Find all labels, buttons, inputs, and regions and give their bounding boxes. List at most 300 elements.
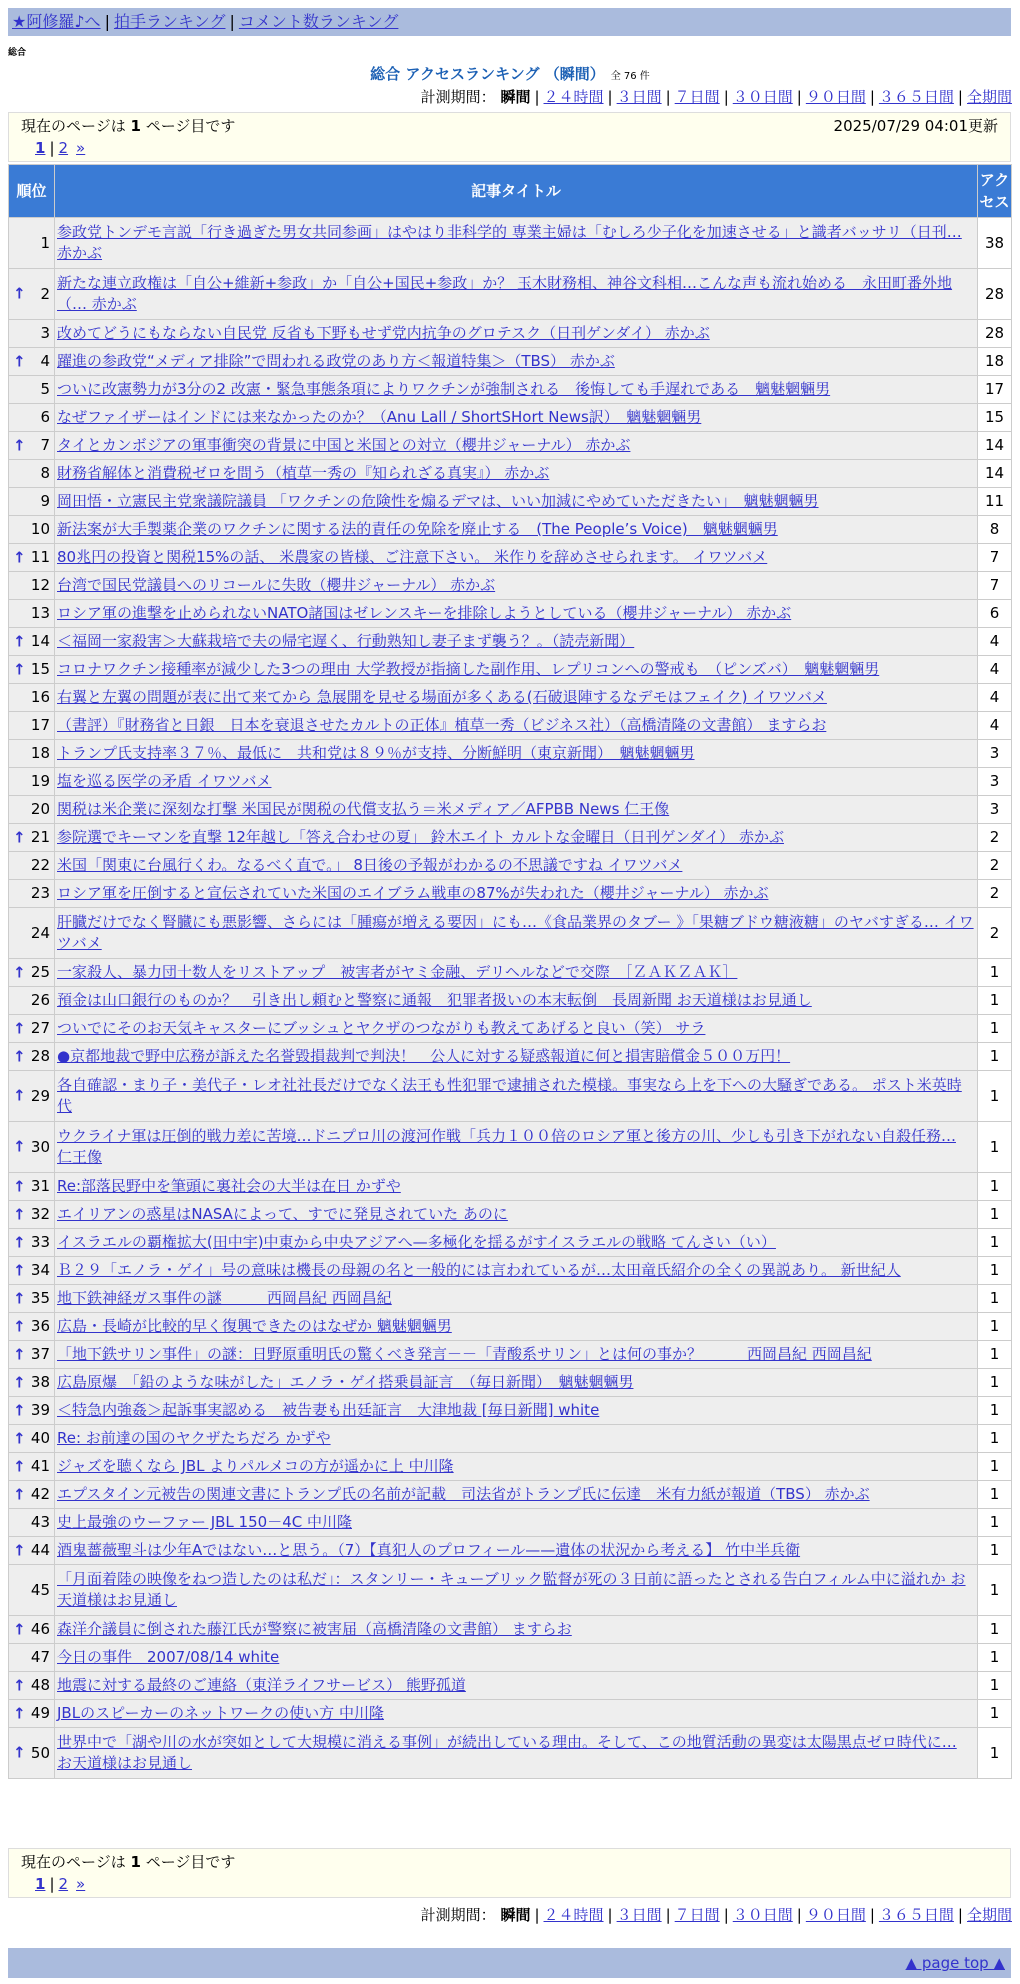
table-row: [9, 1397, 1012, 1425]
article-title-link[interactable]: コロナワクチン接種率が減少した3つの理由 大学教授が指摘した副作用、レプリコンへの警戒も （ピンズバ） 魑魅魍魎男: [57, 660, 880, 678]
comment-ranking-link[interactable]: コメント数ランキング: [238, 12, 399, 31]
title-cell: [55, 348, 978, 376]
rank-cell: [9, 516, 55, 544]
period-option-link[interactable]: ２４時間: [543, 88, 604, 106]
rank-number: 33: [30, 1233, 50, 1251]
article-title-link[interactable]: 財務省解体と消費税ゼロを問う（植草一秀の『知られざる真実』） 赤かぶ: [57, 464, 550, 482]
next-page-link[interactable]: »: [76, 1875, 86, 1893]
article-title-link[interactable]: 預金は山口銀行のものか？ 引き出し頼むと警察に通報 犯罪者扱いの本末転倒 長周新聞 お天道様はお見通し: [57, 991, 812, 1009]
rank-number: 7: [40, 436, 50, 454]
page-links: 1 | 2 »: [35, 139, 86, 157]
period-separator: |: [534, 88, 540, 106]
access-count: 3: [978, 768, 1012, 796]
title-cell: [55, 824, 978, 852]
rank-number: 17: [30, 716, 50, 734]
table-row: [9, 1481, 1012, 1509]
current-page-text: 現在のページは 1 ページ目です: [21, 1853, 236, 1871]
rank-cell: [9, 768, 55, 796]
updated-timestamp: 2025/07/29 04:01更新: [833, 117, 998, 135]
title-cell: [55, 1728, 978, 1779]
period-option-link[interactable]: ３日間: [616, 1906, 662, 1924]
table-row: [9, 1122, 1012, 1173]
access-count: 18: [978, 348, 1012, 376]
rank-cell: [9, 1369, 55, 1397]
article-title-link[interactable]: ロシア軍の進撃を止められないNATO諸国はゼレンスキーを排除しようとしている（櫻井ジャーナル） 赤かぶ: [57, 604, 792, 622]
col-header-title: 記事タイトル: [55, 165, 978, 218]
rank-number: 46: [30, 1620, 50, 1638]
title-cell: [55, 1122, 978, 1173]
nav-separator: |: [229, 12, 235, 31]
pager-top: [8, 112, 1011, 162]
access-count: 2: [978, 852, 1012, 880]
rank-number: 19: [30, 772, 50, 790]
title-cell: [55, 1071, 978, 1122]
access-count: 14: [978, 432, 1012, 460]
rank-number: 22: [30, 856, 50, 874]
access-count: 1: [978, 1229, 1012, 1257]
rank-number: 25: [30, 963, 50, 981]
rank-number: 10: [30, 520, 50, 538]
access-count: 1: [978, 1257, 1012, 1285]
up-arrow-icon: ↑: [13, 1743, 26, 1762]
article-title-link[interactable]: ウクライナ軍は圧倒的戦力差に苦境…ドニプロ川の渡河作戦「兵力１００倍のロシア軍と後方の川、少しも引き下がれない自殺任務… 仁王像: [57, 1127, 956, 1166]
up-arrow-icon: ↑: [13, 1401, 26, 1419]
article-title-link[interactable]: 肝臓だけでなく腎臓にも悪影響、さらには「腫瘍が増える要因」にも…《食品業界のタブー 》「果糖ブドウ糖液糖」のヤバすぎる… イワツバメ: [57, 913, 974, 952]
title-cell: [55, 572, 978, 600]
rank-cell: [9, 1229, 55, 1257]
table-row: [9, 852, 1012, 880]
article-title-link[interactable]: 岡田悟・立憲民主党衆議院議員 「ワクチンの危険性を煽るデマは、いい加減にやめていただきたい」 魑魅魍魎男: [57, 492, 819, 510]
rank-cell: [9, 712, 55, 740]
access-count: 1: [978, 1043, 1012, 1071]
title-cell: [55, 1229, 978, 1257]
article-title-link[interactable]: 躍進の参政党“メディア排除”で問われる政党のあり方＜報道特集＞（TBS） 赤かぶ: [57, 352, 615, 370]
access-count: 1: [978, 1509, 1012, 1537]
table-row: [9, 544, 1012, 572]
article-title-link[interactable]: 新法案が大手製薬企業のワクチンに関する法的責任の免除を廃止する (The People’s Voice) 魑魅魍魎男: [57, 520, 778, 538]
access-count: 28: [978, 320, 1012, 348]
title-cell: [55, 404, 978, 432]
up-arrow-icon: ↑: [13, 1676, 26, 1694]
period-separator: |: [665, 88, 671, 106]
rank-number: 42: [30, 1485, 50, 1503]
rank-cell: [9, 1173, 55, 1201]
title-cell: [55, 1453, 978, 1481]
rank-number: 3: [40, 324, 50, 342]
access-count: 1: [978, 1015, 1012, 1043]
rank-number: 11: [30, 548, 50, 566]
access-count: 14: [978, 460, 1012, 488]
table-row: [9, 768, 1012, 796]
rank-cell: [9, 959, 55, 987]
rank-number: 48: [30, 1676, 50, 1694]
title-cell: [55, 1015, 978, 1043]
rank-number: 15: [30, 660, 50, 678]
article-title-link[interactable]: 右翼と左翼の問題が表に出て来てから 急展開を見せる場面が多くある(石破退陣するなデモはフェイク) イワツバメ: [57, 688, 827, 706]
next-page-link[interactable]: »: [76, 139, 86, 157]
article-title-link[interactable]: 酒鬼薔薇聖斗は少年Aではない…と思う。（7）【真犯人のプロフィール——遺体の状況から考える】 竹中半兵衛: [57, 1541, 801, 1559]
period-option-link[interactable]: 全期間: [966, 1906, 1012, 1924]
rank-cell: [9, 544, 55, 572]
table-row: [9, 1509, 1012, 1537]
rank-cell: [9, 1397, 55, 1425]
article-title-link[interactable]: ジャズを聴くなら JBL よりパルメコの方が遥かに上 中川隆: [57, 1457, 454, 1475]
title-cell: [55, 516, 978, 544]
table-row: [9, 1229, 1012, 1257]
rank-number: 41: [30, 1457, 50, 1475]
access-count: 1: [978, 1201, 1012, 1229]
title-cell: [55, 908, 978, 959]
period-option-link[interactable]: ３０日間: [732, 88, 793, 106]
article-title-link[interactable]: 史上最強のウーファー JBL 150－4C 中川隆: [57, 1513, 352, 1531]
access-count: 4: [978, 628, 1012, 656]
access-count: 1: [978, 1313, 1012, 1341]
rank-cell: [9, 1015, 55, 1043]
up-arrow-icon: ↑: [13, 1177, 26, 1195]
rank-cell: [9, 600, 55, 628]
table-row: [9, 1672, 1012, 1700]
access-count: 1: [978, 1122, 1012, 1173]
article-title-link[interactable]: 一家殺人、暴力団十数人をリストアップ 被害者がヤミ金融、デリヘルなどで交際 ［ＺＡＫＺＡＫ］: [57, 963, 738, 981]
footer-bar: [8, 1948, 1011, 1978]
period-separator: |: [796, 1906, 802, 1924]
table-row: [9, 712, 1012, 740]
rank-cell: [9, 1728, 55, 1779]
access-count: 1: [978, 1397, 1012, 1425]
article-title-link[interactable]: Re:部落民野中を筆頭に裏社会の大半は在日 かずや: [57, 1177, 401, 1195]
article-title-link[interactable]: タイとカンボジアの軍事衝突の背景に中国と米国との対立（櫻井ジャーナル） 赤かぶ: [57, 436, 631, 454]
article-title-link[interactable]: 地下鉄神経ガス事件の謎 西岡昌紀 西岡昌紀: [57, 1289, 392, 1307]
table-row: [9, 656, 1012, 684]
access-count: 17: [978, 376, 1012, 404]
article-title-link[interactable]: なぜファイザーはインドには来なかったのか？（Anu Lall / ShortSHort News訳） 魑魅魍魎男: [57, 408, 702, 426]
title-cell: [55, 852, 978, 880]
rank-number: 39: [30, 1401, 50, 1419]
nav-separator: |: [104, 12, 110, 31]
rank-cell: [9, 1509, 55, 1537]
period-separator: |: [723, 1906, 729, 1924]
period-option-link[interactable]: ７日間: [674, 88, 720, 106]
rank-cell: [9, 1565, 55, 1616]
article-title-link[interactable]: 地震に対する最終のご連絡（東洋ライフサービス） 熊野孤道: [57, 1676, 466, 1694]
access-count: 1: [978, 1700, 1012, 1728]
access-count: 15: [978, 404, 1012, 432]
title-cell: [55, 1537, 978, 1565]
page-link-1[interactable]: 1: [35, 1875, 46, 1893]
article-title-link[interactable]: 広島・長崎が比較的早く復興できたのはなぜか 魑魅魍魎男: [57, 1317, 452, 1335]
up-arrow-icon: ↑: [13, 352, 26, 370]
title-cell: [55, 768, 978, 796]
article-title-link[interactable]: エプスタイン元被告の関連文書にトランプ氏の名前が記載 司法省がトランプ氏に伝達 米有力紙が報道（TBS） 赤かぶ: [57, 1485, 870, 1503]
period-option-link[interactable]: ３日間: [616, 88, 662, 106]
rank-number: 4: [40, 352, 50, 370]
title-cell: [55, 880, 978, 908]
rank-number: 35: [30, 1289, 50, 1307]
access-count: 4: [978, 656, 1012, 684]
article-title-link[interactable]: 改めてどうにもならない自民党 反省も下野もせず党内抗争のグロテスク（日刊ゲンダイ） 赤かぶ: [57, 324, 710, 342]
page-link-1[interactable]: 1: [35, 139, 46, 157]
article-title-link[interactable]: Ｂ２９「エノラ・ゲイ」号の意味は機長の母親の名と一般的には言われているが…太田竜氏紹介の全くの異説あり。 新世紀人: [57, 1261, 901, 1279]
rank-number: 40: [30, 1429, 50, 1447]
rank-cell: [9, 376, 55, 404]
table-row: [9, 1015, 1012, 1043]
article-title-link[interactable]: 塩を巡る医学の矛盾 イワツバメ: [57, 772, 272, 790]
access-count: 28: [978, 269, 1012, 320]
table-row: [9, 1173, 1012, 1201]
table-row: [9, 684, 1012, 712]
article-title-link[interactable]: 80兆円の投資と関税15%の話、 米農家の皆様、ご注意下さい。 米作りを辞めさせられます。 イワツバメ: [57, 548, 768, 566]
rank-cell: [9, 1672, 55, 1700]
access-count: 1: [978, 1728, 1012, 1779]
article-title-link[interactable]: 新たな連立政権は「自公+維新+参政」か「自公+国民+参政」か？ 玉木財務相、神谷文科相…こんな声も流れ始める 永田町番外地（… 赤かぶ: [57, 274, 953, 313]
page-link-2[interactable]: 2: [58, 1875, 69, 1893]
rank-number: 32: [30, 1205, 50, 1223]
rank-number: 44: [30, 1541, 50, 1559]
access-count: 2: [978, 824, 1012, 852]
period-option-link[interactable]: ３０日間: [732, 1906, 793, 1924]
access-count: 1: [978, 987, 1012, 1015]
up-arrow-icon: ↑: [13, 1429, 26, 1447]
rank-number: 49: [30, 1704, 50, 1722]
rank-cell: [9, 1341, 55, 1369]
rank-cell: [9, 269, 55, 320]
rank-cell: [9, 488, 55, 516]
access-count: 3: [978, 796, 1012, 824]
rank-number: 20: [30, 800, 50, 818]
rank-number: 47: [30, 1648, 50, 1666]
article-title-link[interactable]: 「地下鉄サリン事件」の謎：日野原重明氏の驚くべき発言－－「青酸系サリン」とは何の事か？ 西岡昌紀 西岡昌紀: [57, 1345, 872, 1363]
rank-cell: [9, 1616, 55, 1644]
article-title-link[interactable]: 各自確認・まり子・美代子・レオ社社長だけでなく法王も性犯罪で逮捕された模様。事実なら上を下への大騒ぎである。 ポスト米英時代: [57, 1076, 962, 1115]
rank-cell: [9, 1313, 55, 1341]
page-title-text: 総合 アクセスランキング （瞬間）: [370, 65, 605, 83]
access-count: 1: [978, 1644, 1012, 1672]
table-row: [9, 572, 1012, 600]
rank-number: 8: [40, 464, 50, 482]
up-arrow-icon: ↑: [13, 1233, 26, 1251]
table-row: [9, 1285, 1012, 1313]
period-option-link[interactable]: ３６５日間: [878, 1906, 954, 1924]
article-title-link[interactable]: ついでにそのお天気キャスターにブッシュとヤクザのつながりも教えてあげると良い（笑） サラ: [57, 1019, 706, 1037]
period-label: 計測期間：: [420, 88, 496, 106]
period-separator: |: [869, 1906, 875, 1924]
rank-cell: [9, 1700, 55, 1728]
up-arrow-icon: ↑: [13, 1373, 26, 1391]
period-option-link[interactable]: ９０日間: [805, 88, 866, 106]
table-row: [9, 1369, 1012, 1397]
up-arrow-icon: ↑: [13, 1620, 26, 1638]
article-title-link[interactable]: トランプ氏支持率３７％、最低に 共和党は８９％が支持、分断鮮明（東京新聞） 魑魅魍魎男: [57, 744, 695, 762]
article-title-link[interactable]: 関税は米企業に深刻な打撃 米国民が関税の代償支払う＝米メディア／AFPBB News 仁王像: [57, 800, 670, 818]
title-cell: [55, 432, 978, 460]
article-title-link[interactable]: ついに改憲勢力が3分の2 改憲・緊急事態条項によりワクチンが強制される 後悔しても手遅れである 魑魅魍魎男: [57, 380, 831, 398]
table-row: [9, 600, 1012, 628]
title-cell: [55, 1285, 978, 1313]
rank-number: 28: [30, 1047, 50, 1065]
access-count: 1: [978, 1341, 1012, 1369]
rank-number: 34: [30, 1261, 50, 1279]
rank-cell: [9, 796, 55, 824]
rank-cell: [9, 852, 55, 880]
title-cell: [55, 1509, 978, 1537]
table-row: [9, 320, 1012, 348]
period-label: 計測期間：: [420, 1906, 496, 1924]
rank-cell: [9, 880, 55, 908]
total-count: 全 76 件: [610, 71, 650, 82]
title-cell: [55, 987, 978, 1015]
table-row: [9, 404, 1012, 432]
table-row: [9, 1313, 1012, 1341]
table-row: [9, 376, 1012, 404]
article-title-link[interactable]: ＜福岡一家殺害＞大蘇栽培で夫の帰宅遅く、行動熟知し妻子まず襲う？。（読売新聞）: [57, 632, 635, 650]
rank-cell: [9, 1257, 55, 1285]
period-option-link[interactable]: ２４時間: [543, 1906, 604, 1924]
title-cell: [55, 600, 978, 628]
title-cell: [55, 488, 978, 516]
rank-number: 14: [30, 632, 50, 650]
rank-number: 21: [30, 828, 50, 846]
page-link-2[interactable]: 2: [58, 139, 69, 157]
period-option-link[interactable]: ３６５日間: [878, 88, 954, 106]
access-count: 11: [978, 488, 1012, 516]
rank-number: 26: [30, 991, 50, 1009]
period-separator: |: [723, 88, 729, 106]
page-top-link[interactable]: ▲ page top ▲: [905, 1954, 1005, 1972]
access-count: 1: [978, 1173, 1012, 1201]
up-arrow-icon: ↑: [13, 436, 26, 454]
table-row: [9, 432, 1012, 460]
article-title-link[interactable]: 世界中で「湖や川の水が突如として大規模に消える事例」が続出している理由。そして、この地質活動の異変は太陽黒点ゼロ時代に… お天道様はお見通し: [57, 1733, 957, 1772]
up-arrow-icon: ↑: [13, 1485, 26, 1503]
period-option-link[interactable]: 全期間: [966, 88, 1012, 106]
table-row: [9, 516, 1012, 544]
page-links: 1 | 2 »: [35, 1875, 86, 1893]
title-cell: [55, 1672, 978, 1700]
article-title-link[interactable]: 今日の事件 2007/08/14 white: [57, 1648, 280, 1666]
table-row: [9, 488, 1012, 516]
article-title-link[interactable]: 米国「関東に台風行くわ。なるべく直で。」 8日後の予報がわかるの不思議ですね イワツバメ: [57, 856, 683, 874]
table-row: [9, 1043, 1012, 1071]
rank-cell: [9, 1537, 55, 1565]
table-row: [9, 269, 1012, 320]
period-separator: |: [957, 88, 963, 106]
title-cell: [55, 712, 978, 740]
access-count: 3: [978, 740, 1012, 768]
table-row: [9, 1537, 1012, 1565]
article-title-link[interactable]: 参院選でキーマンを直撃 12年越し「答え合わせの夏」 鈴木エイト カルトな金曜日（日刊ゲンダイ） 赤かぶ: [57, 828, 784, 846]
article-title-link[interactable]: 広島原爆 「鉛のような味がした」エノラ・ゲイ搭乗員証言 （毎日新聞） 魑魅魍魎男: [57, 1373, 634, 1391]
article-title-link[interactable]: 参政党トンデモ言説「行き過ぎた男女共同参画」はやはり非科学的 専業主婦は「むしろ少子化を加速させる」と識者バッサリ（日刊… 赤かぶ: [57, 223, 962, 262]
article-title-link[interactable]: エイリアンの惑星はNASAによって、すでに発見されていた あのに: [57, 1205, 508, 1223]
up-arrow-icon: ↑: [13, 963, 26, 981]
top-nav-bar: [8, 8, 1011, 36]
table-row: [9, 1453, 1012, 1481]
title-cell: [55, 544, 978, 572]
rank-cell: [9, 740, 55, 768]
table-row: [9, 1425, 1012, 1453]
access-count: 6: [978, 600, 1012, 628]
table-row: [9, 824, 1012, 852]
table-row: [9, 1700, 1012, 1728]
rank-cell: [9, 656, 55, 684]
access-count: 1: [978, 1425, 1012, 1453]
article-title-link[interactable]: 「月面着陸の映像をねつ造したのは私だ」：スタンリー・キューブリック監督が死の３日前に語ったとされる告白フィルム中に溢れか お天道様はお見通し: [57, 1570, 966, 1609]
title-cell: [55, 1341, 978, 1369]
rank-number: 6: [40, 408, 50, 426]
rank-number: 36: [30, 1317, 50, 1335]
table-row: [9, 796, 1012, 824]
article-title-link[interactable]: （書評）『財務省と日銀 日本を衰退させたカルトの正体』植草一秀（ビジネス社）（高橋清隆の文書館） ますらお: [57, 716, 827, 734]
access-count: 1: [978, 1616, 1012, 1644]
up-arrow-icon: ↑: [13, 548, 26, 566]
rank-cell: [9, 460, 55, 488]
table-row: [9, 218, 1012, 269]
article-title-link[interactable]: Re: お前達の国のヤクザたちだろ かずや: [57, 1429, 331, 1447]
col-header-access: アクセス: [978, 165, 1012, 218]
table-row: [9, 1728, 1012, 1779]
title-cell: [55, 1397, 978, 1425]
table-row: [9, 1644, 1012, 1672]
period-selector-bottom: [421, 1904, 1012, 1925]
title-cell: [55, 269, 978, 320]
rank-number: 27: [30, 1019, 50, 1037]
article-title-link[interactable]: JBLのスピーカーのネットワークの使い方 中川隆: [57, 1704, 384, 1722]
table-row: [9, 1341, 1012, 1369]
table-row: [9, 959, 1012, 987]
rank-number: 31: [30, 1177, 50, 1195]
period-separator: |: [665, 1906, 671, 1924]
article-title-link[interactable]: 台湾で国民党議員へのリコールに失敗（櫻井ジャーナル） 赤かぶ: [57, 576, 496, 594]
access-count: 1: [978, 1285, 1012, 1313]
rank-cell: [9, 1071, 55, 1122]
period-option-link[interactable]: ７日間: [674, 1906, 720, 1924]
article-title-link[interactable]: 森洋介議員に倒された藤江氏が警察に被害届（高橋清隆の文書館） ますらお: [57, 1620, 572, 1638]
rank-cell: [9, 348, 55, 376]
rank-number: 23: [30, 884, 50, 902]
access-count: 4: [978, 684, 1012, 712]
article-title-link[interactable]: ●京都地裁で野中広務が訴えた名誉毀損裁判で判決！ 公人に対する疑惑報道に何と損害賠償金５００万円！: [57, 1047, 791, 1065]
access-count: 2: [978, 908, 1012, 959]
rank-cell: [9, 684, 55, 712]
rank-cell: [9, 404, 55, 432]
rank-number: 50: [30, 1743, 50, 1762]
article-title-link[interactable]: イスラエルの覇権拡大(田中宇)中東から中央アジアへ—多極化を揺るがすイスラエルの戦略 てんさい（い）: [57, 1233, 776, 1251]
rank-cell: [9, 1201, 55, 1229]
rank-number: 30: [30, 1137, 50, 1156]
access-count: 7: [978, 544, 1012, 572]
table-row: [9, 880, 1012, 908]
rank-cell: [9, 218, 55, 269]
period-separator: |: [607, 88, 613, 106]
title-cell: [55, 1043, 978, 1071]
rank-cell: [9, 1453, 55, 1481]
article-title-link[interactable]: ＜特急内強姦＞起訴事実認める 被告妻も出廷証言 大津地裁 [毎日新聞] white: [57, 1401, 600, 1419]
home-link[interactable]: ★阿修羅♪へ: [12, 12, 101, 31]
period-separator: |: [534, 1906, 540, 1924]
clap-ranking-link[interactable]: 拍手ランキング: [113, 12, 226, 31]
rank-number: 38: [30, 1373, 50, 1391]
title-cell: [55, 628, 978, 656]
up-arrow-icon: ↑: [13, 1317, 26, 1335]
title-cell: [55, 796, 978, 824]
rank-number: 1: [40, 233, 50, 252]
period-option-link[interactable]: ９０日間: [805, 1906, 866, 1924]
up-arrow-icon: ↑: [13, 1345, 26, 1363]
rank-cell: [9, 1425, 55, 1453]
article-title-link[interactable]: ロシア軍を圧倒すると宣伝されていた米国のエイブラム戦車の87%が失われた（櫻井ジャーナル） 赤かぶ: [57, 884, 769, 902]
rank-cell: [9, 1644, 55, 1672]
rank-number: 24: [30, 923, 50, 942]
